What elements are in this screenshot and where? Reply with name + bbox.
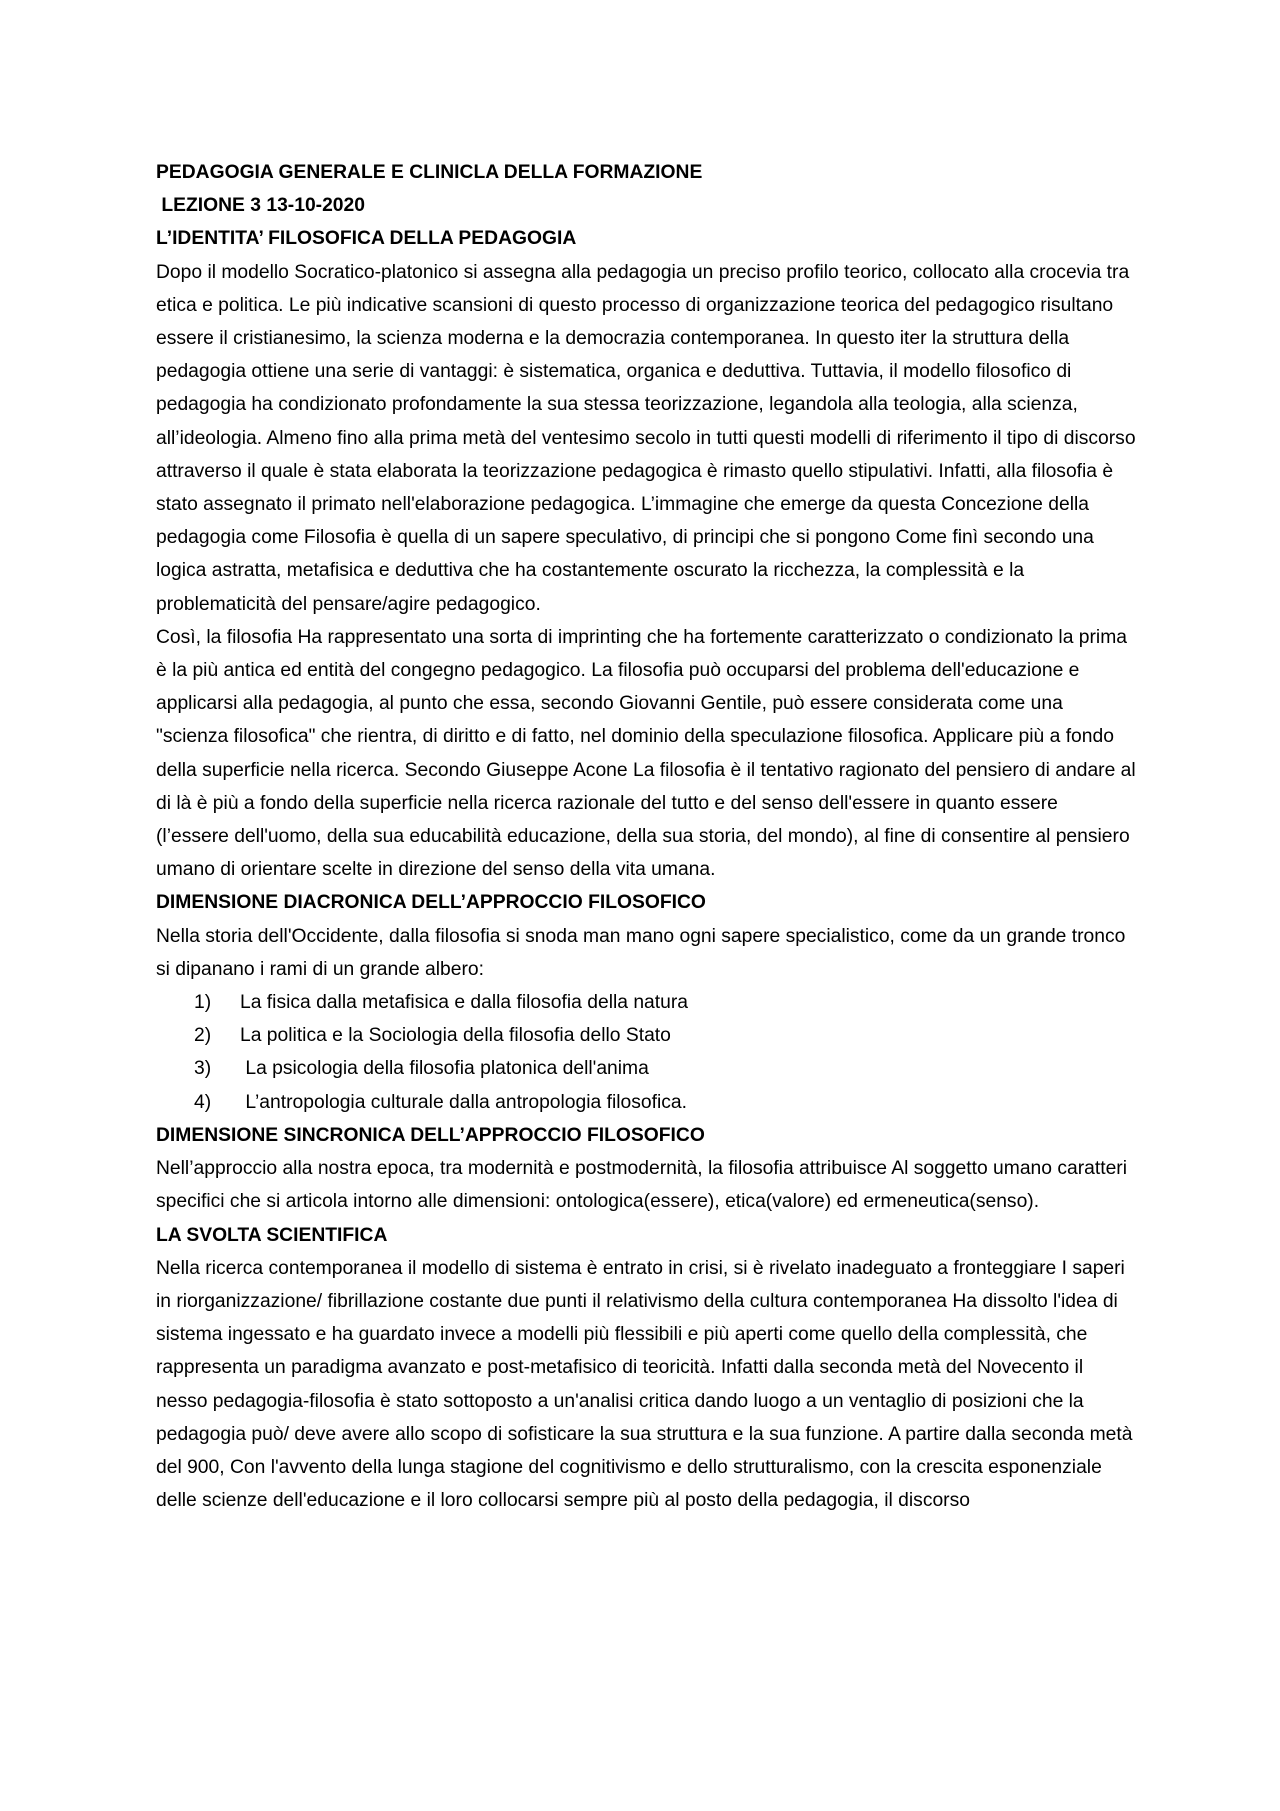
list-number: 4): [194, 1091, 212, 1113]
section-heading-identity: L’IDENTITA’ FILOSOFICA DELLA PEDAGOGIA: [156, 228, 577, 250]
list-text: La psicologia della filosofia platonica dell'anima: [240, 1058, 649, 1080]
section-heading-diachronic: DIMENSIONE DIACRONICA DELL’APPROCCIO FILOSOFICO: [156, 892, 706, 914]
section-heading-scientific: LA SVOLTA SCIENTIFICA: [156, 1224, 388, 1246]
paragraph-diachronic-intro: Nella storia dell'Occidente, dalla filosofia si snoda man mano ogni sapere specialistico, come da un grande tronco si dipanano i rami di un grande albero:: [156, 925, 1126, 980]
list-item: [156, 1086, 1136, 1119]
paragraph-scientific: Nella ricerca contemporanea il modello di sistema è entrato in crisi, si è rivelato inadeguato a fronteggiare I saperi in riorganizzazione/ fibrillazione costante due punti il relativismo della cultura contemporanea Ha dissolto l'idea di sistema ingessato e ha guardato invece a modelli più flessibili e più aperti come quello della complessità, che rappresenta un paradigma avanzato e post-metafisico di teoricità. Infatti dalla seconda metà del Novecento il nesso pedagogia-filosofia è stato sottoposto a un'analisi critica dando luogo a un ventaglio di posizioni che la pedagogia può/ deve avere allo scopo di sofisticare la sua struttura e la sua funzione. A partire dalla seconda metà del 900, Con l'avvento della lunga stagione del cognitivismo e dello strutturalismo, con la crescita esponenziale delle scienze dell'educazione e il loro collocarsi sempre più al posto della pedagogia, il discorso: [156, 1257, 1133, 1512]
list-item: [156, 986, 1136, 1019]
diachronic-list: [156, 986, 1136, 1119]
list-text: La fisica dalla metafisica e dalla filosofia della natura: [240, 992, 689, 1014]
document-page: [156, 156, 1136, 1517]
document-title: PEDAGOGIA GENERALE E CLINICLA DELLA FORMAZIONE: [156, 162, 703, 183]
section-heading-synchronic: DIMENSIONE SINCRONICA DELL’APPROCCIO FILOSOFICO: [156, 1124, 705, 1146]
list-item: [156, 1019, 1136, 1052]
paragraph-identity-1: Dopo il modello Socratico-platonico si assegna alla pedagogia un preciso profilo teorico, collocato alla crocevia tra etica e politica. Le più indicative scansioni di questo processo di organizzazione teorica del pedagogico risultano essere il cristianesimo, la scienza moderna e la democrazia contemporanea. In questo iter la struttura della pedagogia ottiene una serie di vantaggi: è sistematica, organica e deduttiva. Tuttavia, il modello filosofico di pedagogia ha condizionato profondamente la sua stessa teorizzazione, legandola alla teologia, alla scienza, all’ideologia. Almeno fino alla prima metà del ventesimo secolo in tutti questi modelli di riferimento il tipo di discorso attraverso il quale è stata elaborata la teorizzazione pedagogica è rimasto quello stipulativi. Infatti, alla filosofia è stato assegnato il primato nell'elaborazione pedagogica. L’immagine che emerge da questa Concezione della pedagogia come Filosofia è quella di un sapere speculativo, di principi che si pongono Come finì secondo una logica astratta, metafisica e deduttiva che ha costantemente oscurato la ricchezza, la complessità e la problematicità del pensare/agire pedagogico.: [156, 261, 1136, 615]
lesson-heading: LEZIONE 3 13-10-2020: [156, 195, 365, 217]
list-number: 3): [194, 1058, 212, 1080]
list-item: [156, 1052, 1136, 1085]
list-number: 1): [194, 992, 212, 1014]
list-text: L’antropologia culturale dalla antropologia filosofica.: [240, 1091, 687, 1113]
paragraph-synchronic: Nell’approccio alla nostra epoca, tra modernità e postmodernità, la filosofia attribuisce Al soggetto umano caratteri specifici che si articola intorno alle dimensioni: ontologica(essere), etica(valore) ed ermeneutica(senso).: [156, 1158, 1128, 1213]
list-text: La politica e la Sociologia della filosofia dello Stato: [240, 1025, 671, 1047]
paragraph-identity-2: Così, la filosofia Ha rappresentato una sorta di imprinting che ha fortemente caratterizzato o condizionato la prima è la più antica ed entità del congegno pedagogico. La filosofia può occuparsi del problema dell'educazione e applicarsi alla pedagogia, al punto che essa, secondo Giovanni Gentile, può essere considerata come una "scienza filosofica" che rientra, di diritto e di fatto, nel dominio della speculazione filosofica. Applicare più a fondo della superficie nella ricerca. Secondo Giuseppe Acone La filosofia è il tentativo ragionato del pensiero di andare al di là è più a fondo della superficie nella ricerca razionale del tutto e del senso dell'essere in quanto essere (l’essere dell'uomo, della sua educabilità educazione, della sua storia, del mondo), al fine di consentire al pensiero umano di orientare scelte in direzione del senso della vita umana.: [156, 626, 1136, 881]
list-number: 2): [194, 1025, 212, 1047]
